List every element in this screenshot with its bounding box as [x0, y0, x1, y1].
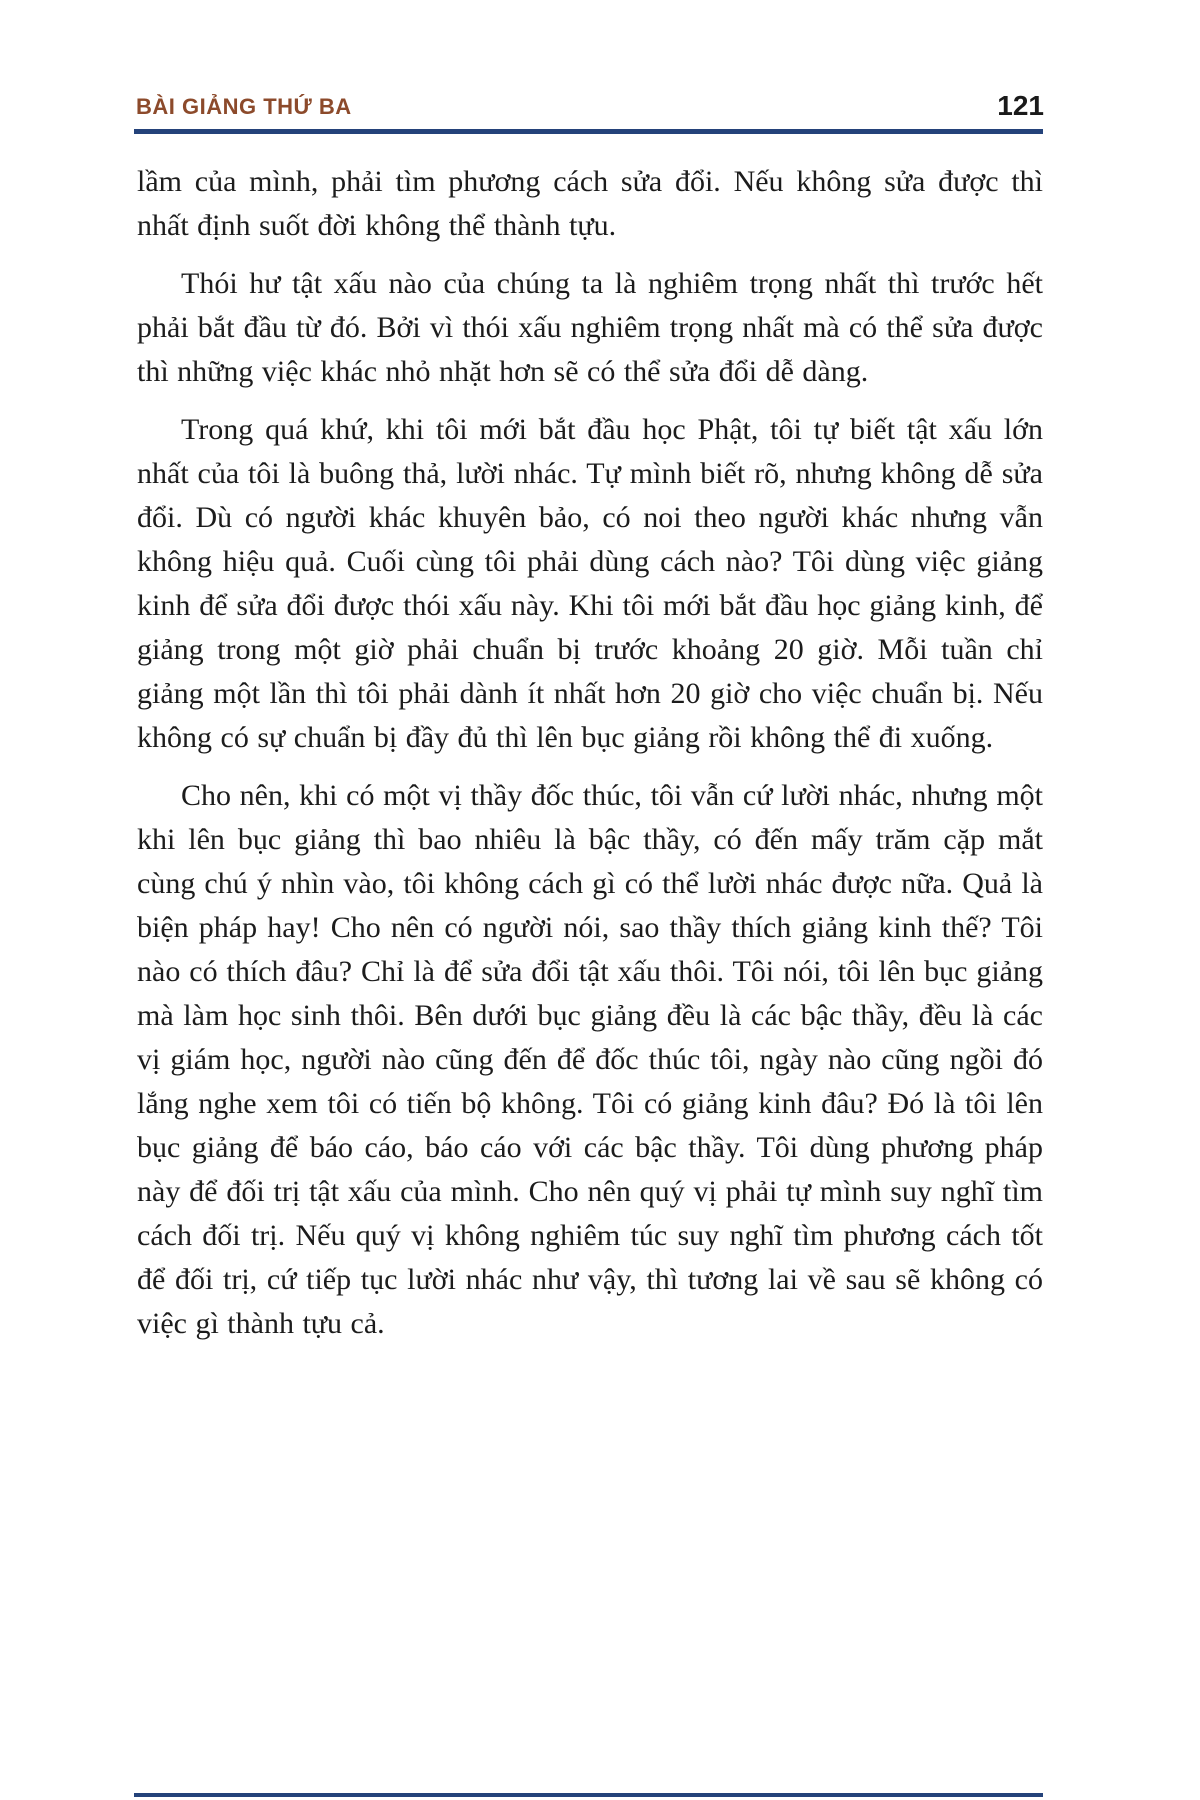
running-head-title: BÀI GIẢNG THỨ BA [136, 94, 352, 119]
footer-rule [134, 1793, 1043, 1797]
paragraph: Trong quá khứ, khi tôi mới bắt đầu học Phật, tôi tự biết tật xấu lớn nhất của tôi là buông thả, lười nhác. Tự mình biết rõ, nhưng không dễ sửa đổi. Dù có người khác khuyên bảo, có noi theo người khác nhưng vẫn không hiệu quả. Cuối cùng tôi phải dùng cách nào? Tôi dùng việc giảng kinh để sửa đổi được thói xấu này. Khi tôi mới bắt đầu học giảng kinh, để giảng trong một giờ phải chuẩn bị trước khoảng 20 giờ. Mỗi tuần chỉ giảng một lần thì tôi phải dành ít nhất hơn 20 giờ cho việc chuẩn bị. Nếu không có sự chuẩn bị đầy đủ thì lên bục giảng rồi không thể đi xuống. [137, 413, 1043, 754]
paragraph: Cho nên, khi có một vị thầy đốc thúc, tôi vẫn cứ lười nhác, nhưng một khi lên bục giảng thì bao nhiêu là bậc thầy, có đến mấy trăm cặp mắt cùng chú ý nhìn vào, tôi không cách gì có thể lười nhác được nữa. Quả là biện pháp hay! Cho nên có người nói, sao thầy thích giảng kinh thế? Tôi nào có thích đâu? Chỉ là để sửa đổi tật xấu thôi. Tôi nói, tôi lên bục giảng mà làm học sinh thôi. Bên dưới bục giảng đều là các bậc thầy, đều là các vị giám học, người nào cũng đến để đốc thúc tôi, ngày nào cũng ngồi đó lắng nghe xem tôi có tiến bộ không. Tôi có giảng kinh đâu? Đó là tôi lên bục giảng để báo cáo, báo cáo với các bậc thầy. Tôi dùng phương pháp này để đối trị tật xấu của mình. Cho nên quý vị phải tự mình suy nghĩ tìm cách đối trị. Nếu quý vị không nghiêm túc suy nghĩ tìm phương cách tốt để đối trị, cứ tiếp tục lười nhác như vậy, thì tương lai về sau sẽ không có việc gì thành tựu cả. [137, 779, 1043, 1340]
page-header [136, 84, 1044, 126]
header-rule [134, 129, 1043, 134]
body-text-block [137, 160, 1043, 1360]
paragraph-continuation: lầm của mình, phải tìm phương cách sửa đổi. Nếu không sửa được thì nhất định suốt đời không thể thành tựu. [137, 165, 1043, 242]
paragraph: Thói hư tật xấu nào của chúng ta là nghiêm trọng nhất thì trước hết phải bắt đầu từ đó. Bởi vì thói xấu nghiêm trọng nhất mà có thể sửa được thì những việc khác nhỏ nhặt hơn sẽ có thể sửa đổi dễ dàng. [137, 267, 1043, 388]
page-number: 121 [997, 90, 1044, 121]
